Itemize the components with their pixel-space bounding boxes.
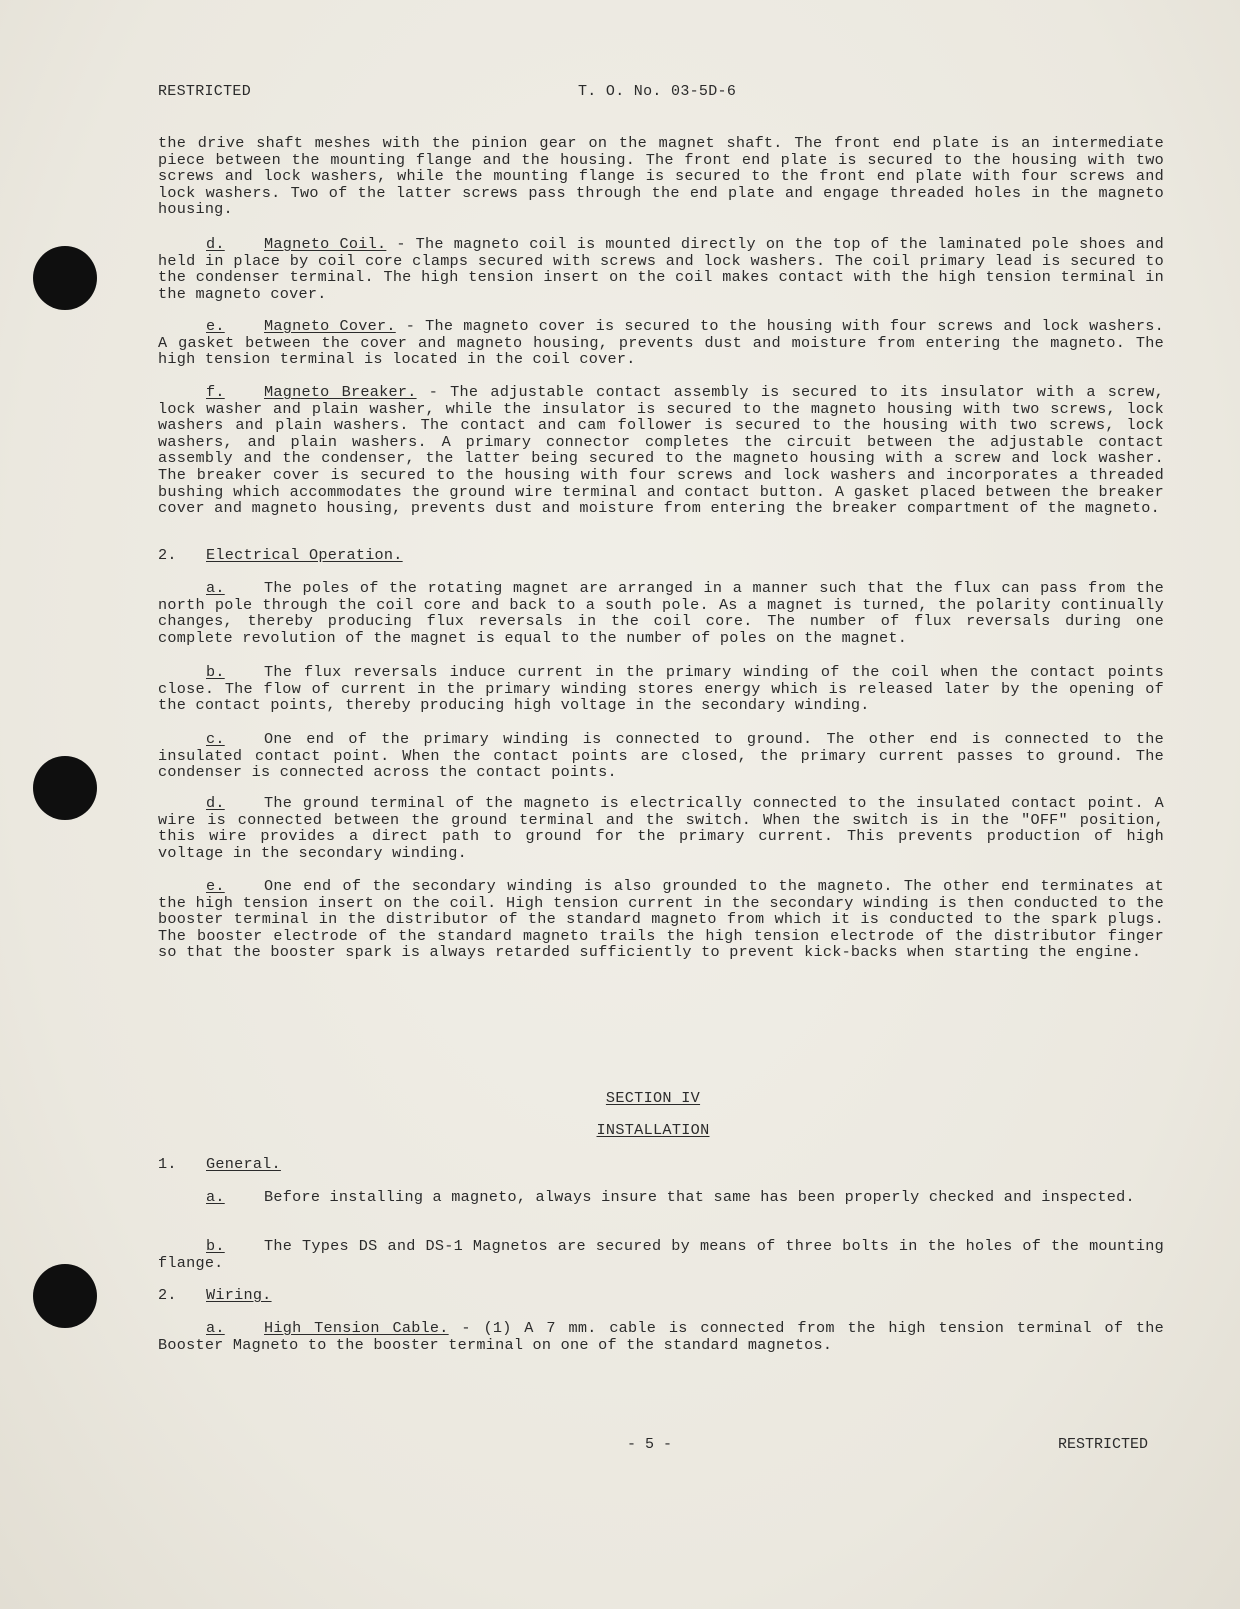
paragraph-electrical-c [158,731,1164,781]
header-classification: RESTRICTED [158,83,252,100]
heading-number: 2. [158,1286,177,1304]
paragraph-wiring-a [158,1320,1164,1353]
heading-number: 2. [158,546,177,564]
heading-title: Electrical Operation. [206,546,403,564]
item-text: - (1) A 7 mm. cable is connected from the high tension terminal of the Booster Magneto to the booster terminal on one of the standard magnetos. [158,1319,1164,1354]
item-text: - The magneto coil is mounted directly on the top of the laminated pole shoes and held in place by coil core clamps secured with screws and lock washers. The coil primary lead is secured to the condenser terminal. The high tension insert on the coil makes contact with the high tension terminal in the magneto cover. [158,235,1165,303]
heading-title: Wiring. [206,1286,272,1304]
binder-hole [33,1264,97,1328]
item-letter: a. [206,579,225,597]
heading-title: General. [206,1155,281,1173]
paragraph-magneto-coil [158,236,1164,302]
item-text: The Types DS and DS-1 Magnetos are secured by means of three bolts in the holes of the mounting flange. [158,1237,1164,1272]
item-letter: e. [206,877,225,895]
paragraph-electrical-e [158,878,1164,961]
item-text: The poles of the rotating magnet are arranged in a manner such that the flux can pass from the north pole through the coil core and back to a south pole. As a magnet is turned, the polarity continually changes, thereby producing flux reversals in the coil core. The number of flux reversals during one complete revolution of the magnet is equal to the number of poles on the magnet. [158,579,1164,647]
item-text: The flux reversals induce current in the primary winding of the coil when the contact points close. The flow of current in the primary winding stores energy which is released later by the opening of the contact points, thereby producing high voltage in the secondary winding. [158,663,1164,715]
header-doc-number: T. O. No. 03-5D-6 [578,83,737,100]
item-letter: a. [206,1319,225,1337]
binder-hole [33,756,97,820]
paragraph-general-b [158,1238,1164,1271]
item-title: Magneto Coil. [264,235,387,253]
page-number: - 5 - [627,1436,673,1453]
item-text: Before installing a magneto, always insure that same has been properly checked and inspected. [264,1188,1135,1206]
paragraph-electrical-d [158,795,1164,861]
item-title: High Tension Cable. [264,1319,449,1337]
paragraph-electrical-a [158,580,1164,646]
section-title: INSTALLATION [596,1121,710,1139]
item-text: One end of the secondary winding is also grounded to the magneto. The other end terminates at the high tension insert on the coil. High tension current in the secondary winding is then conducted to the booster terminal in the distributor of the standard magneto from which it is conducted to the spark plugs. The booster electrode of the standard magneto trails the high tension electrode of the distributor finger so that the booster spark is always retarded sufficiently to prevent kick-backs when starting the engine. [158,877,1164,962]
section-number: SECTION IV [605,1089,701,1107]
heading-wiring [158,1287,1164,1304]
heading-electrical-operation [158,547,1164,564]
item-text: - The magneto cover is secured to the housing with four screws and lock washers. A gasket between the cover and magneto housing, prevents dust and moisture from entering the magneto. The high tension terminal is located in the coil cover. [158,317,1164,369]
paragraph-electrical-b [158,664,1164,714]
item-title: Magneto Breaker. [264,383,417,401]
heading-general [158,1156,1164,1173]
item-letter: f. [206,383,225,401]
item-letter: c. [206,730,225,748]
item-letter: d. [206,235,225,253]
item-text: - The adjustable contact assembly is secured to its insulator with a screw, lock washer and plain washer, while the insulator is secured to the magneto housing with two screws, lock washers and plain washers. The contact and cam follower is secured to the housing with two screws, lock washers, and plain washers. A primary connector completes the circuit between the adjustable contact assembly and the condenser, the latter being secured to the magneto housing with a screw and lock washer. The breaker cover is secured to the housing with four screws and lock washers and incorporates a threaded bushing which accommodates the ground wire terminal and contact button. A gasket placed between the breaker cover and magneto housing, prevents dust and moisture from entering the breaker compartment of the magneto. [158,383,1164,518]
item-letter: d. [206,794,225,812]
footer-classification: RESTRICTED [1058,1436,1149,1453]
paragraph-magneto-cover [158,318,1164,368]
paragraph-continued: the drive shaft meshes with the pinion gear on the magnet shaft. The front end plate is an intermediate piece between the mounting flange and the housing. The front end plate is secured to the housing with two screws and lock washers, while the mounting flange is secured to the front end plate with four screws and lock washers. Two of the latter screws pass through the end plate and engage threaded holes in the magneto housing. [158,134,1164,219]
item-letter: a. [206,1188,225,1206]
item-letter: b. [206,663,225,681]
item-letter: b. [206,1237,225,1255]
item-letter: e. [206,317,225,335]
paragraph-magneto-breaker [158,384,1164,517]
paragraph-general-a [158,1189,1164,1206]
heading-number: 1. [158,1155,177,1173]
item-title: Magneto Cover. [264,317,396,335]
item-text: The ground terminal of the magneto is electrically connected to the insulated contact point. A wire is connected between the ground terminal and the switch. When the switch is in the "OFF" position, this wire provides a direct path to ground for the primary current. This prevents production of high voltage in the secondary winding. [158,794,1164,862]
binder-hole [33,246,97,310]
item-text: One end of the primary winding is connected to ground. The other end is connected to the insulated contact point. When the contact points are closed, the primary current passes to ground. The condenser is connected across the contact points. [158,730,1164,782]
